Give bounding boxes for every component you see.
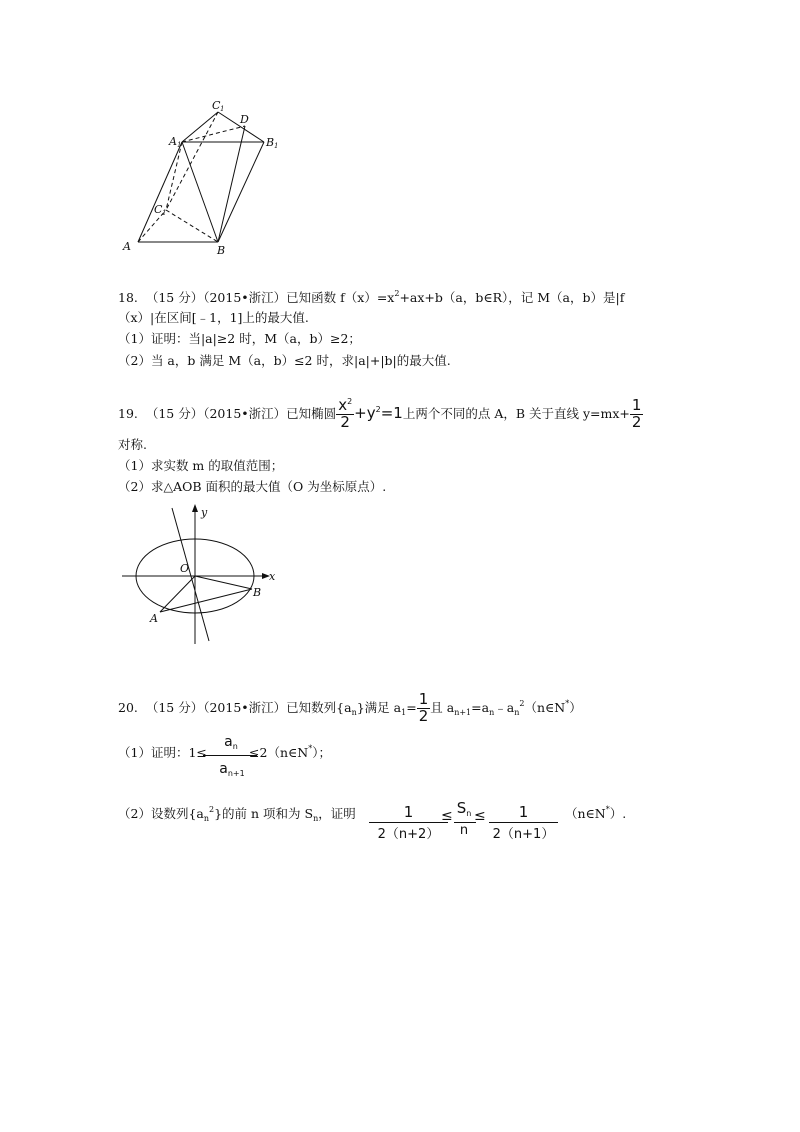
q19-source: （2015•浙江） [203, 405, 287, 421]
denominator: a [219, 761, 228, 777]
q19-number: 19. [118, 405, 138, 421]
label-a: A [123, 240, 131, 253]
q19-stem [118, 398, 643, 431]
frac2-numerator [452, 799, 476, 817]
prism-figure [110, 90, 310, 260]
edge-a1c [166, 142, 182, 210]
q19-stem-line2: 对称. [118, 437, 147, 452]
exponent: 2 [209, 805, 215, 814]
label-sub: 1 [274, 142, 279, 150]
exponent: * [605, 805, 610, 814]
q20-score: （15 分） [145, 699, 204, 715]
edge-a1c1 [182, 112, 218, 142]
q20-text: （2）设数列{a [118, 806, 204, 821]
frac1-denominator: 2（n+2） [377, 827, 440, 842]
exponent: 2 [347, 397, 353, 406]
q20-text: （n∈N [524, 699, 566, 715]
label-x: x [269, 570, 276, 583]
frac3-numerator: 1 [518, 803, 529, 821]
label-y: y [201, 506, 208, 519]
q19-part2: （2）求△AOB 面积的最大值（O 为坐标原点）. [118, 479, 387, 494]
q18-part2: （2）当 a，b 满足 M（a，b）≤2 时，求|a|+|b|的最大值. [118, 353, 451, 368]
q20-text: ） [569, 699, 582, 715]
q20-part1 [118, 743, 207, 761]
label-sub: 1 [162, 209, 167, 217]
q20-p1-denominator [212, 761, 252, 777]
label-a: A [169, 135, 177, 148]
numerator: x [338, 396, 348, 414]
q18-score: （15 分） [145, 290, 204, 305]
segment-ob [195, 576, 252, 589]
subscript: n [313, 814, 319, 823]
ellipse-fraction [336, 398, 354, 431]
frac1-numerator: 1 [403, 803, 414, 821]
subscript: n [466, 809, 472, 818]
label-sub: 1 [177, 141, 182, 149]
frac3-denominator: 2（n+1） [492, 827, 555, 842]
q19-text: 已知椭圆 [286, 405, 337, 421]
q20-text: 2 [259, 745, 268, 760]
q20-text: 且 a [430, 699, 455, 715]
subscript: 1 [401, 707, 407, 717]
subscript: n [203, 814, 210, 823]
q20-part2-tail [565, 804, 626, 822]
q20-text: （n∈N [565, 806, 606, 821]
math-text: +y [354, 403, 376, 422]
q18-number: 18. [118, 290, 138, 305]
exponent: * [308, 744, 313, 753]
numerator: S [456, 799, 467, 817]
relation: ≤ [249, 745, 260, 760]
q20-text: 已知数列{a [286, 699, 352, 715]
q20-part2 [118, 804, 356, 822]
label-b: B [217, 244, 226, 257]
q18-text: 已知函数 f（x）=x [286, 290, 395, 305]
label-b: B [266, 136, 275, 149]
q20-source: （2015•浙江） [203, 699, 287, 715]
q19-score: （15 分） [145, 405, 204, 421]
subscript: n+1 [454, 707, 472, 717]
chord-ab [160, 589, 252, 612]
exponent: 2 [519, 698, 525, 708]
q18-stem [118, 289, 624, 307]
label-sub: 1 [220, 105, 225, 113]
subscript: n [489, 707, 495, 717]
edge-cb [166, 210, 218, 242]
q20-text: ）. [609, 806, 627, 821]
subscript: n+1 [227, 769, 245, 778]
math-text: =1 [380, 403, 403, 422]
q20-part1-tail [249, 743, 331, 761]
q20-stem [118, 692, 582, 725]
q18-stem-line2: （x）|在区间[﹣1，1]上的最大值. [118, 310, 309, 325]
relation-le: ≤ [474, 808, 486, 824]
q20-text: }满足 a [356, 699, 402, 715]
q20-text: ，证明 [318, 806, 356, 821]
denominator: 2 [336, 414, 354, 431]
exponent: 2 [375, 404, 381, 414]
relation: ≤ [196, 745, 207, 760]
numerator: 1 [418, 690, 429, 708]
q20-text: （1）证明：1 [118, 745, 197, 760]
q20-text: （n∈N [267, 745, 309, 760]
q20-text: =a [471, 699, 490, 715]
q20-p1-numerator [212, 734, 250, 750]
subscript: n [232, 742, 238, 751]
relation-le: ≤ [441, 808, 453, 824]
edge-a1b [182, 142, 218, 242]
q18-source: （2015•浙江） [203, 290, 287, 305]
q20-number: 20. [118, 699, 138, 715]
label-d: D [240, 113, 249, 126]
half-fraction [417, 692, 431, 725]
numerator: a [224, 734, 233, 750]
label-a: A [150, 612, 158, 625]
edge-b1b [218, 142, 264, 242]
symmetry-line [172, 508, 209, 641]
label-c: C [212, 99, 221, 112]
q20-text: ﹣a [494, 699, 515, 715]
half-fraction [630, 398, 644, 431]
subscript: n [514, 707, 520, 717]
segment-oa [160, 576, 195, 612]
ellipse-figure [118, 500, 288, 650]
exponent: * [565, 698, 570, 708]
label-c: C [154, 203, 163, 216]
edge-db [218, 126, 245, 242]
numerator: 1 [631, 396, 642, 414]
label-b: B [253, 586, 262, 599]
q20-text: ）； [312, 745, 331, 760]
q18-text: +ax+b（a，b∈R），记 M（a，b）是|f [399, 290, 625, 305]
frac2-denominator: n [459, 823, 469, 838]
q20-text: = [406, 699, 417, 715]
q18-part1: （1）证明：当|a|≥2 时，M（a，b）≥2； [118, 331, 361, 346]
q20-text: }的前 n 项和为 S [214, 806, 314, 821]
q19-text: 上两个不同的点 A，B 关于直线 y=mx+ [402, 405, 630, 421]
subscript: n [351, 707, 357, 717]
denominator: 2 [418, 706, 429, 725]
q19-part1: （1）求实数 m 的取值范围； [118, 458, 284, 473]
edge-a1a [138, 142, 182, 242]
denominator: 2 [631, 412, 642, 431]
exponent: 2 [394, 289, 400, 298]
label-o: O [180, 562, 190, 575]
y-arrow-icon [192, 504, 198, 512]
